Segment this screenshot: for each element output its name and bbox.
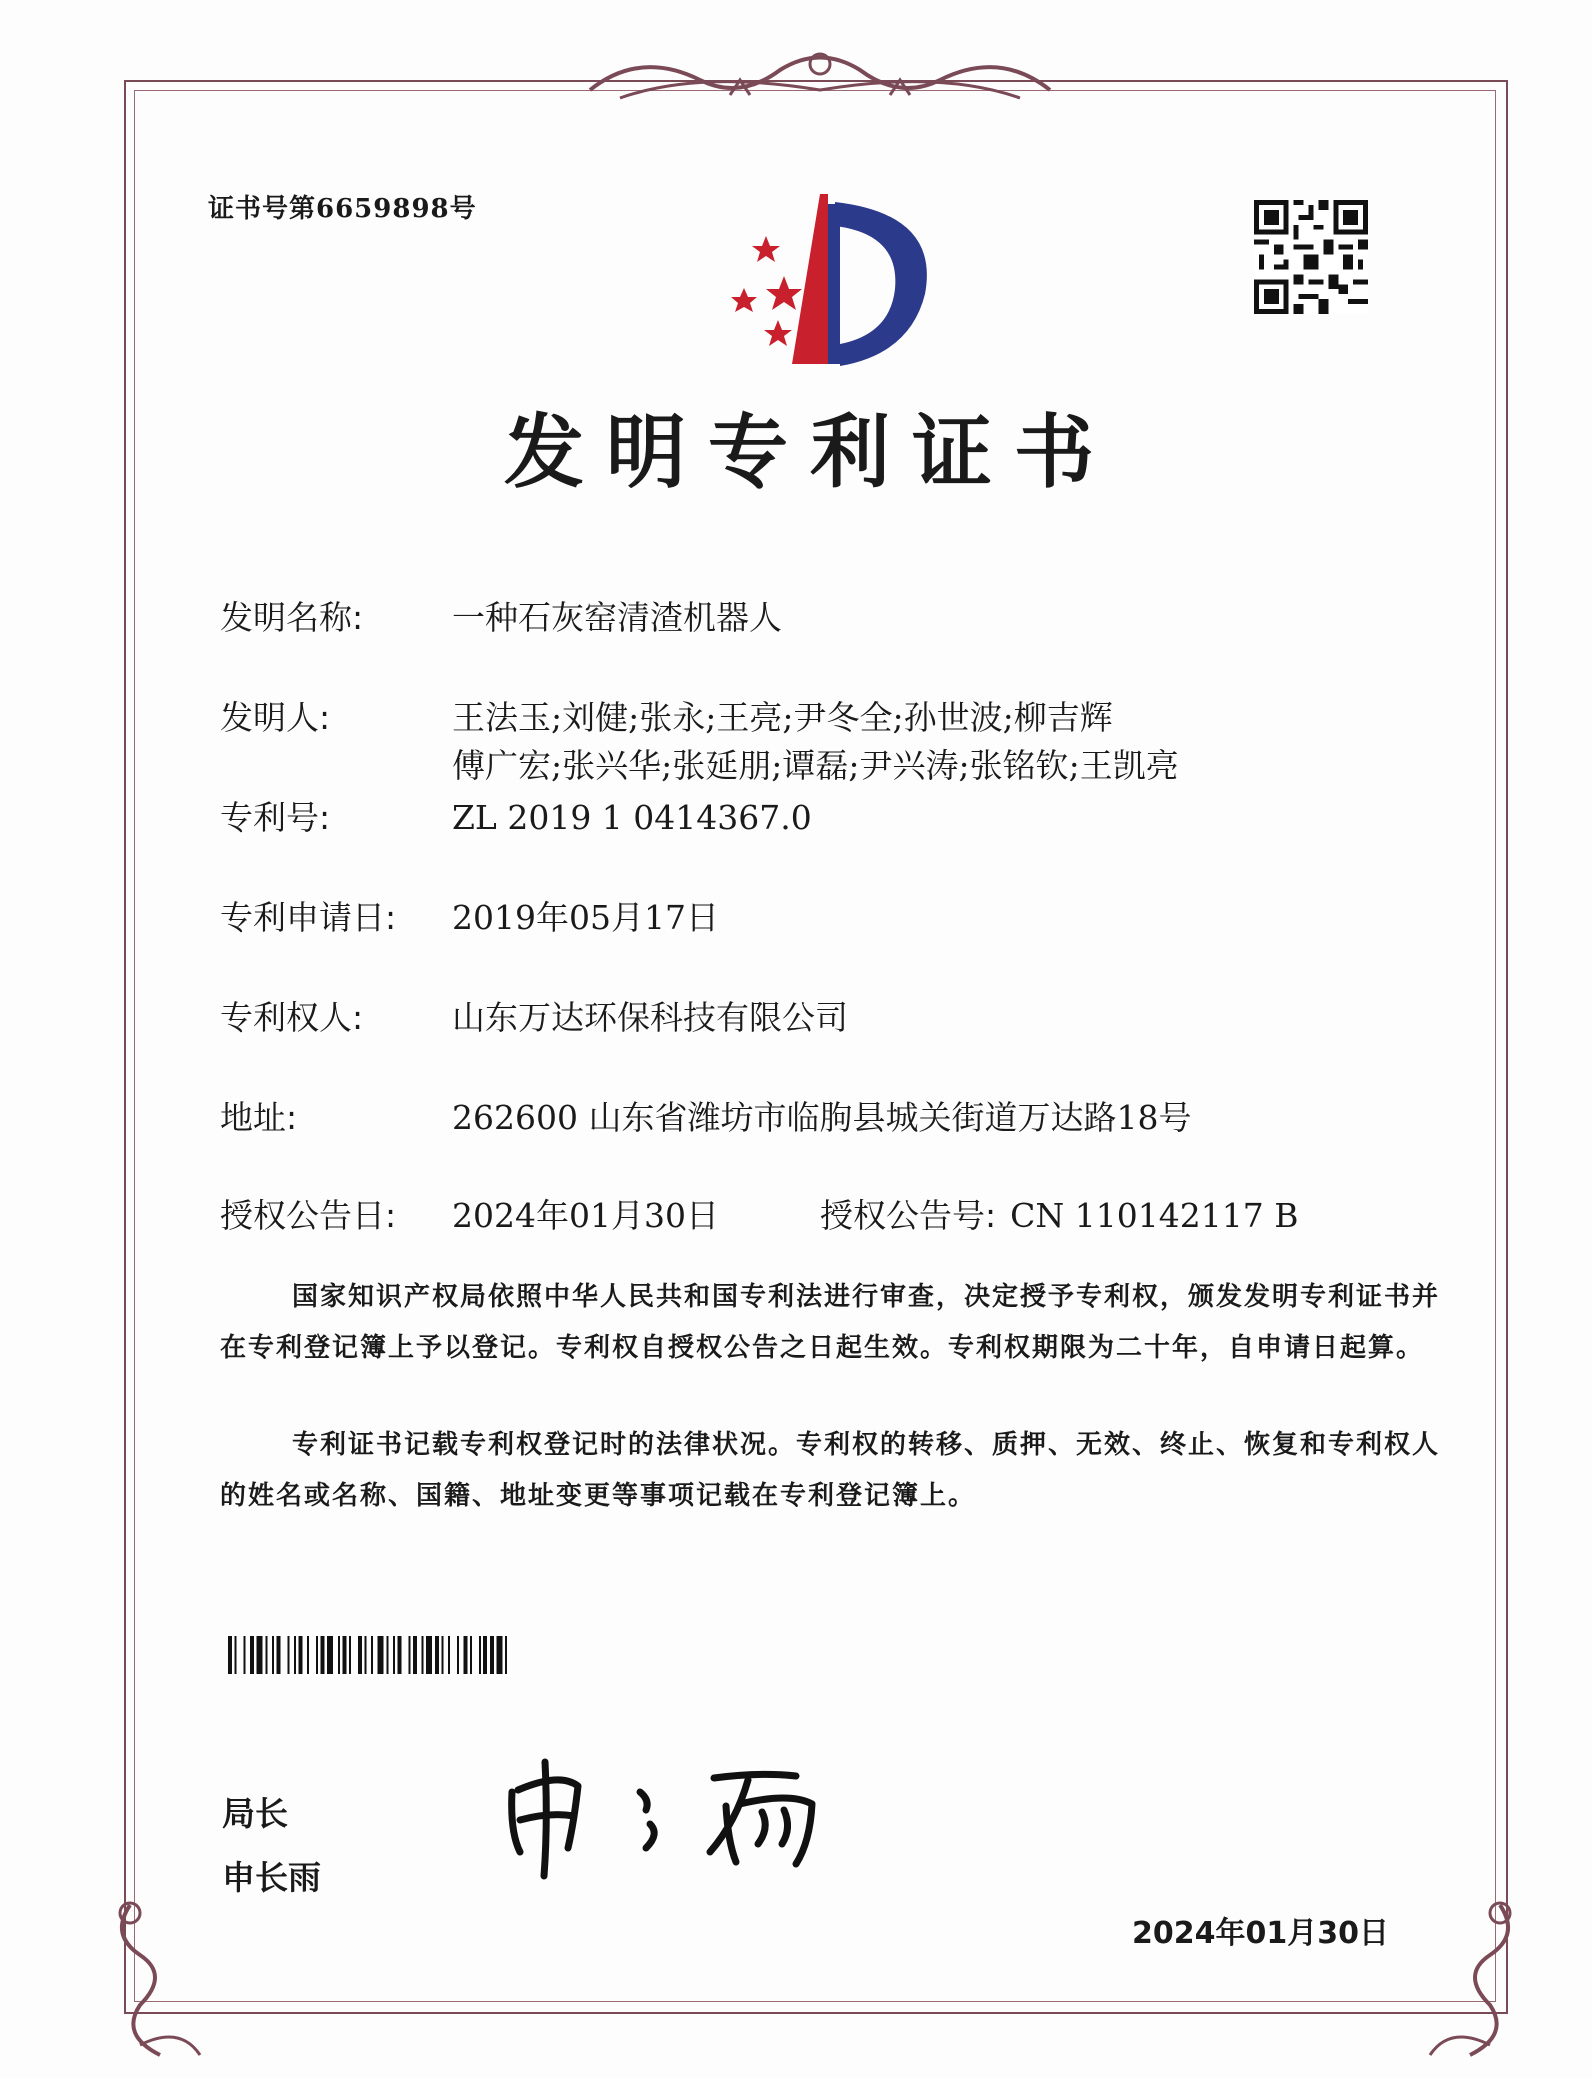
signatory-title: 局长: [222, 1794, 288, 1833]
issue-date: 2024年01月30日: [1132, 1916, 1389, 1951]
patentee-value: 山东万达环保科技有限公司: [452, 998, 848, 1037]
inventors-value-line2: 傅广宏;张兴华;张延朋;谭磊;尹兴涛;张铭钦;王凯亮: [452, 746, 1179, 785]
invention-name-value: 一种石灰窑清渣机器人: [452, 598, 782, 637]
patent-number-value: ZL 2019 1 0414367.0: [452, 798, 812, 837]
certificate-title: 发明专利证书: [504, 406, 1116, 499]
statement-paragraph-2: 专利证书记载专利权登记时的法律状况。专利权的转移、质押、无效、终止、恢复和专利权人的姓名或名称、国籍、地址变更等事项记载在专利登记簿上。: [220, 1430, 1441, 1511]
bottom-right-ornament: [1420, 1895, 1530, 2065]
grant-date-row: [220, 1190, 719, 1237]
inventors-row: [220, 692, 1113, 739]
grant-date-label: 授权公告日:: [220, 1196, 397, 1235]
inventors-value-line1: 王法玉;刘健;张永;王亮;尹冬全;孙世波;柳吉辉: [452, 698, 1113, 737]
address-row: [220, 1092, 1191, 1139]
application-date-row: [220, 892, 719, 939]
certificate-number: 证书号第6659898号: [208, 194, 477, 224]
grant-date-value: 2024年01月30日: [452, 1196, 719, 1235]
bottom-left-ornament: [100, 1895, 210, 2065]
top-ornament: [580, 40, 1060, 110]
invention-name-row: [220, 592, 782, 639]
address-label: 地址:: [220, 1098, 298, 1137]
invention-name-label: 发明名称:: [220, 598, 364, 637]
grant-publication-label: 授权公告号:: [820, 1196, 997, 1235]
inner-border: [134, 90, 1496, 2002]
grant-publication-value: CN 110142117 B: [1010, 1196, 1299, 1235]
cnipa-emblem-icon: [700, 184, 950, 374]
statement-paragraph-1: 国家知识产权局依照中华人民共和国专利法进行审查，决定授予专利权，颁发发明专利证书并在专利登记簿上予以登记。专利权自授权公告之日起生效。专利权期限为二十年，自申请日起算。: [220, 1282, 1441, 1363]
application-date-label: 专利申请日:: [220, 898, 397, 937]
patent-number-label: 专利号:: [220, 798, 331, 837]
address-value: 262600 山东省潍坊市临朐县城关街道万达路18号: [452, 1098, 1192, 1137]
handwritten-signature: [500, 1752, 860, 1882]
application-date-value: 2019年05月17日: [452, 898, 719, 937]
patent-number-row: [220, 792, 812, 839]
signatory-name: 申长雨: [222, 1858, 321, 1897]
barcode-icon: [228, 1636, 724, 1674]
patentee-label: 专利权人:: [220, 998, 364, 1037]
qr-code-icon: [1254, 200, 1368, 314]
grant-publication-row: [820, 1190, 1298, 1237]
inventors-label: 发明人:: [220, 698, 331, 737]
patentee-row: [220, 992, 848, 1039]
